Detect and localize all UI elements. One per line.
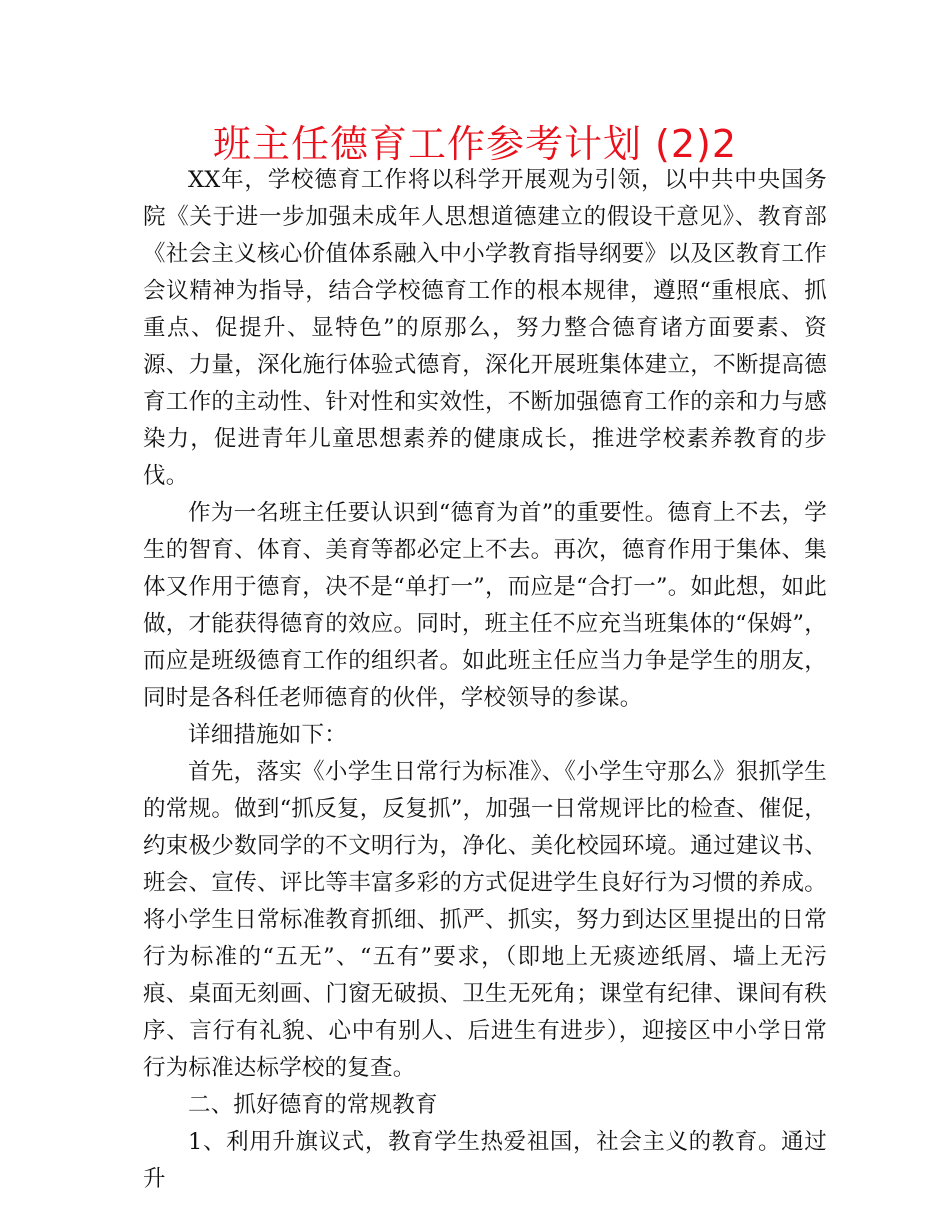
paragraph-daily-standards: 首先，落实《小学生日常行为标准》、《小学生守那么》狠抓学生的常规。做到“抓反复，反复抓”，加强一日常规评比的检查、催促，约束极少数同学的不文明行为，净化、美化校园环境。通过建议书、班会、宣传、评比等丰富多彩的方式促进学生良好行为习惯的养成。将小学生日常标准教育抓细、抓严、抓实，努力到达区里提出的日常行为标准的“五无”、“五有”要求，（即地上无痰迹纸屑、墙上无污痕、桌面无刻画、门窗无破损、卫生无死角；课堂有纪律、课间有秩序、言行有礼貌、心中有别人、后进生有进步），迎接区中小学日常行为标准达标学校的复查。 xyxy=(143,759,827,1081)
document-title: 班主任德育工作参考计划 (2)2 xyxy=(212,122,738,166)
section-heading-routine-education: 二、抓好德育的常规教育 xyxy=(188,1092,438,1118)
paragraph-moral-priority: 作为一名班主任要认识到“德育为首”的重要性。德育上不去，学生的智育、体育、美育等都必定上不去。再次，德育作用于集体、集体又作用于德育，决不是“单打一”，而应是“合打一”。如此想，如此做，才能获得德育的效应。同时，班主任不应充当班集体的“保姆”，而应是班级德育工作的组织者。如此班主任应当力争是学生的朋友，同时是各科任老师德育的伙伴，学校领导的参谋。 xyxy=(143,500,827,711)
paragraph-intro: XX年，学校德育工作将以科学开展观为引领，以中共中央国务院《关于进一步加强未成年人思想道德建立的假设干意见》、教育部《社会主义核心价值体系融入中小学教育指导纲要》以及区教育工作会议精神为指导，结合学校德育工作的根本规律，遵照“重根底、抓重点、促提升、显特色”的原那么，努力整合德育诸方面要素、资源、力量，深化施行体验式德育，深化开展班集体建立，不断提高德育工作的主动性、针对性和实效性，不断加强德育工作的亲和力与感染力，促进青年儿童思想素养的健康成长，推进学校素养教育的步伐。 xyxy=(143,167,827,489)
document-body xyxy=(143,162,827,1198)
paragraph-measures-heading: 详细措施如下： xyxy=(188,722,347,748)
paragraph-flag-raising: 1、利用升旗议式，教育学生热爱祖国，社会主义的教育。通过升 xyxy=(143,1129,827,1192)
